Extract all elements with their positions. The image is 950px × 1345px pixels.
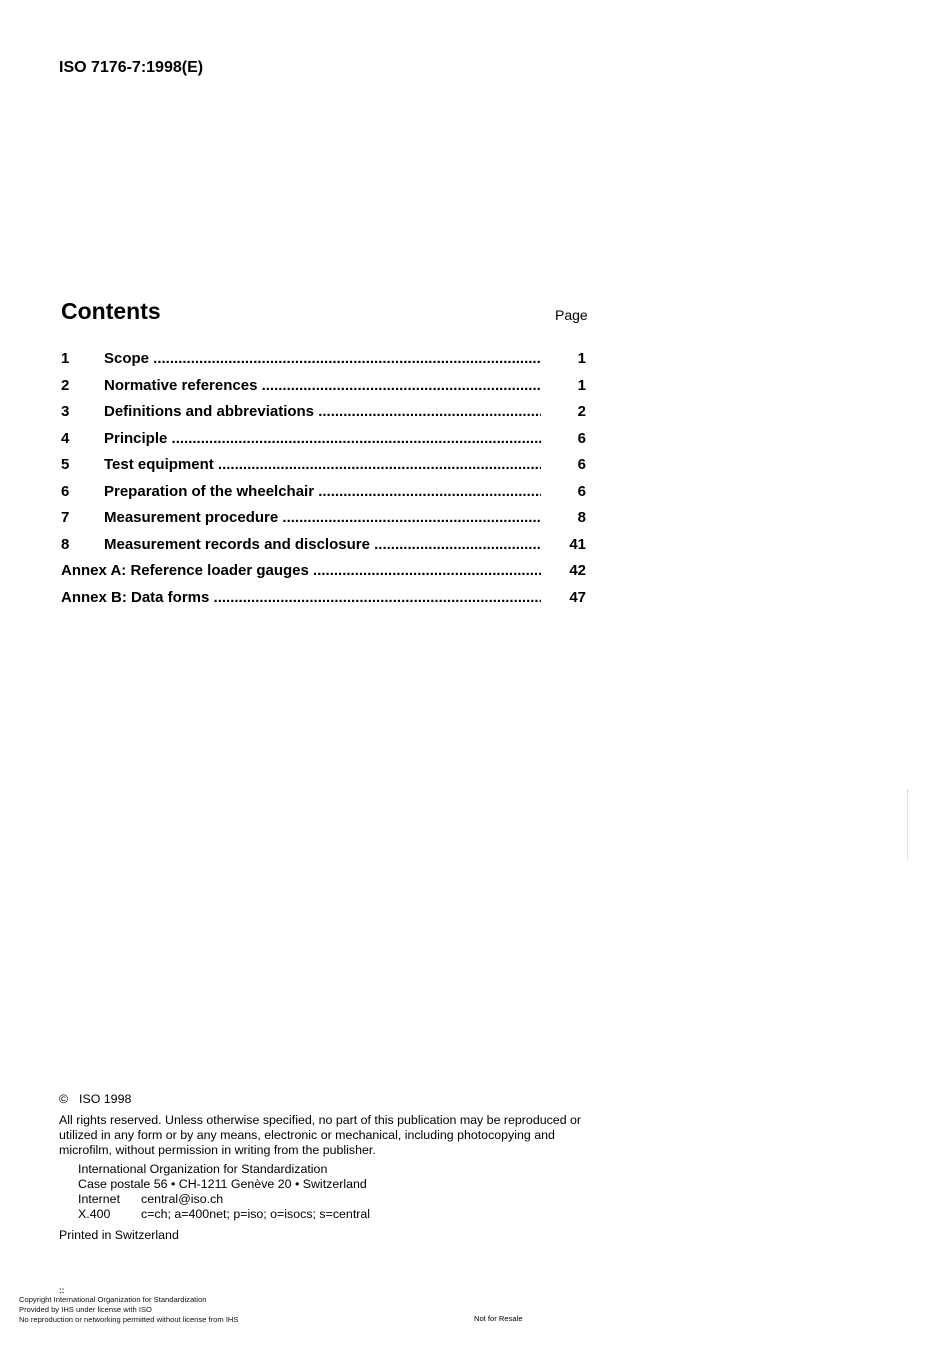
copyright-line <box>59 1092 594 1107</box>
organization-address <box>78 1162 594 1222</box>
toc-item-preparation[interactable] <box>61 481 588 508</box>
toc-item-page: 1 <box>577 376 586 394</box>
toc-item-measurement-records[interactable] <box>61 534 588 561</box>
copyright-symbol-icon: © <box>59 1092 69 1106</box>
toc-item-title: Test equipment <box>104 456 214 473</box>
toc-item-page: 8 <box>577 509 586 526</box>
toc-item-number: 7 <box>61 509 70 526</box>
toc-item-number: 1 <box>61 350 70 367</box>
toc-item-number: 4 <box>61 429 70 447</box>
toc-item-number: 2 <box>61 376 70 394</box>
internet-label: Internet <box>78 1192 121 1206</box>
org-internet <box>78 1192 594 1207</box>
toc-item-principle[interactable] <box>61 428 588 455</box>
contents-heading: Contents <box>61 298 161 324</box>
org-name: International Organization for Standardization <box>78 1162 328 1176</box>
not-for-resale: Not for Resale <box>474 1314 523 1323</box>
copyright-year: ISO 1998 <box>79 1092 132 1106</box>
toc-item-title: Annex B: Data forms <box>61 588 210 606</box>
toc-item-normative-references[interactable] <box>61 375 588 402</box>
footer-line-provided: Provided by IHS under license with ISO <box>19 1305 152 1314</box>
printed-in: Printed in Switzerland <box>59 1228 179 1242</box>
internet-value: central@iso.ch <box>141 1192 224 1206</box>
toc-item-title: Preparation of the wheelchair <box>104 482 315 500</box>
footer-line-copyright: Copyright International Organization for Standardization <box>19 1295 207 1304</box>
page-column-label: Page <box>555 307 588 323</box>
toc-item-title: Annex A: Reference loader gauges <box>61 562 309 579</box>
toc-item-page: 2 <box>577 403 586 420</box>
toc-item-page: 1 <box>577 350 586 367</box>
toc-item-annex-a[interactable] <box>61 560 588 587</box>
toc-item-title: Definitions and abbreviations <box>104 403 315 420</box>
toc-item-title: Principle <box>104 429 168 447</box>
toc-item-number: 3 <box>61 403 70 420</box>
toc-item-scope[interactable] <box>61 348 588 375</box>
x400-value: c=ch; a=400net; p=iso; o=isocs; s=central <box>141 1207 371 1221</box>
document-id: ISO 7176-7:1998(E) <box>59 59 204 76</box>
toc-item-number: 5 <box>61 456 70 473</box>
org-x400 <box>78 1207 594 1222</box>
toc-item-page: 6 <box>577 429 586 447</box>
license-footer <box>19 1287 238 1325</box>
x400-label: X.400 <box>78 1207 111 1221</box>
toc-item-title: Scope <box>104 350 150 367</box>
toc-item-title: Normative references <box>104 376 258 394</box>
toc-item-title: Measurement procedure <box>104 509 279 526</box>
footer-line-no-reproduction: No reproduction or networking permitted without license from IHS <box>19 1315 239 1324</box>
toc-item-page: 41 <box>569 535 586 553</box>
toc-item-definitions[interactable] <box>61 401 588 428</box>
toc-item-title: Measurement records and disclosure <box>104 535 370 553</box>
copyright-block <box>59 1092 594 1243</box>
toc-item-test-equipment[interactable] <box>61 454 588 481</box>
rights-statement: All rights reserved. Unless otherwise specified, no part of this publication may be reproduced or utilized in any form or by any means, electronic or mechanical, including photocopying and microfilm, without permission in writing from the publisher. <box>59 1113 582 1157</box>
footer-mark: :: <box>59 1286 65 1295</box>
org-postal-address: Case postale 56 • CH-1211 Genève 20 • Switzerland <box>78 1177 367 1191</box>
toc-item-page: 42 <box>569 562 586 579</box>
toc-item-measurement-procedure[interactable] <box>61 507 588 534</box>
toc-item-annex-b[interactable] <box>61 587 588 614</box>
toc-item-page: 6 <box>577 456 586 473</box>
toc-item-page: 47 <box>569 588 586 606</box>
table-of-contents <box>61 348 588 613</box>
toc-item-number: 6 <box>61 482 70 500</box>
toc-item-page: 6 <box>577 482 586 500</box>
side-margin-mark <box>907 790 910 860</box>
toc-item-number: 8 <box>61 535 70 553</box>
